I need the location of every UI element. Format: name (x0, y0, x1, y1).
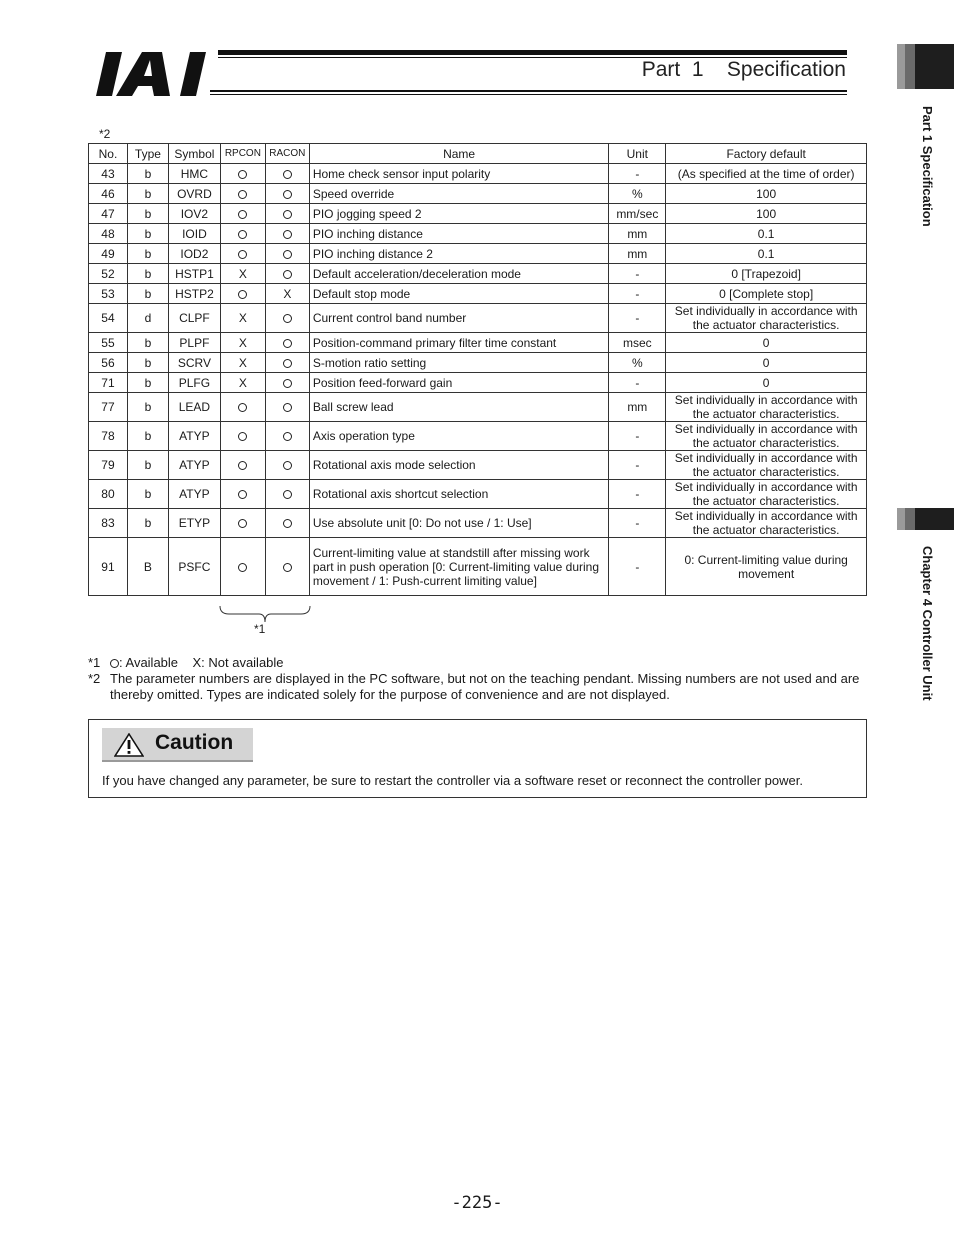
cell-name: Default stop mode (309, 284, 608, 304)
cell-type: b (127, 353, 168, 373)
cell-symbol: SCRV (168, 353, 220, 373)
table-row (89, 538, 867, 596)
table-row (89, 480, 867, 509)
col-header-name: Name (309, 144, 608, 164)
side-tab-chapter (897, 508, 954, 530)
cell-type: b (127, 333, 168, 353)
cell-name: Ball screw lead (309, 393, 608, 422)
cell-default: Set individually in accordance with the actuator characteristics. (666, 480, 867, 509)
caution-header (102, 728, 253, 762)
cell-type: b (127, 422, 168, 451)
cell-symbol: HMC (168, 164, 220, 184)
cell-default: 0.1 (666, 244, 867, 264)
cell-no: 46 (89, 184, 128, 204)
available-circle-icon (283, 519, 292, 528)
cell-rpcon (220, 509, 265, 538)
cell-type: B (127, 538, 168, 596)
cell-unit: mm (609, 244, 666, 264)
cell-no: 43 (89, 164, 128, 184)
cell-symbol: PLPF (168, 333, 220, 353)
brace-label: *1 (254, 622, 266, 636)
cell-symbol: IOID (168, 224, 220, 244)
cell-no: 77 (89, 393, 128, 422)
cell-racon (265, 393, 309, 422)
cell-name: Home check sensor input polarity (309, 164, 608, 184)
warning-triangle-icon (114, 733, 144, 757)
available-circle-icon (238, 210, 247, 219)
cell-type: b (127, 373, 168, 393)
caution-box (88, 719, 867, 798)
footnote-1-text: : Available X: Not available (119, 655, 284, 670)
available-circle-icon (283, 230, 292, 239)
cell-default: 0 [Trapezoid] (666, 264, 867, 284)
available-circle-icon (283, 339, 292, 348)
available-circle-icon (238, 461, 247, 470)
cell-type: b (127, 164, 168, 184)
cell-name: PIO inching distance 2 (309, 244, 608, 264)
col-header-symbol: Symbol (168, 144, 220, 164)
table-row (89, 284, 867, 304)
cell-no: 55 (89, 333, 128, 353)
cell-symbol: LEAD (168, 393, 220, 422)
side-tab-part-label: Part 1 Specification (920, 106, 935, 227)
cell-no: 83 (89, 509, 128, 538)
cell-rpcon (220, 164, 265, 184)
cell-unit: - (609, 164, 666, 184)
cell-symbol: HSTP1 (168, 264, 220, 284)
cell-rpcon (220, 422, 265, 451)
cell-rpcon (220, 451, 265, 480)
cell-symbol: IOD2 (168, 244, 220, 264)
cell-default: 0 (666, 333, 867, 353)
table-note-marker: *2 (99, 127, 111, 141)
cell-rpcon (220, 480, 265, 509)
cell-name: Speed override (309, 184, 608, 204)
cell-rpcon (220, 224, 265, 244)
cell-unit: - (609, 284, 666, 304)
cell-name: Rotational axis shortcut selection (309, 480, 608, 509)
cell-racon (265, 164, 309, 184)
available-circle-icon (283, 461, 292, 470)
cell-default: 0.1 (666, 224, 867, 244)
footnote-1-key: *1 (88, 655, 101, 670)
cell-no: 56 (89, 353, 128, 373)
cell-type: b (127, 244, 168, 264)
cell-racon (265, 204, 309, 224)
cell-default: 0 (666, 353, 867, 373)
cell-racon (265, 353, 309, 373)
available-circle-icon (238, 290, 247, 299)
header-rule-bottom-thin (210, 94, 847, 95)
cell-unit: - (609, 480, 666, 509)
cell-racon (265, 333, 309, 353)
cell-default: 0: Current-limiting value during movement (666, 538, 867, 596)
col-header-rpcon: RPCON (220, 144, 265, 164)
cell-rpcon: X (220, 353, 265, 373)
cell-type: b (127, 509, 168, 538)
available-circle-icon (283, 563, 292, 572)
available-circle-icon (238, 190, 247, 199)
cell-name: Axis operation type (309, 422, 608, 451)
page-number: -225- (451, 1193, 503, 1213)
cell-default: (As specified at the time of order) (666, 164, 867, 184)
cell-rpcon: X (220, 304, 265, 333)
cell-no: 48 (89, 224, 128, 244)
cell-type: b (127, 451, 168, 480)
parameter-table (88, 143, 867, 596)
footnote-2 (88, 671, 868, 705)
cell-unit: - (609, 509, 666, 538)
col-header-no: No. (89, 144, 128, 164)
cell-no: 91 (89, 538, 128, 596)
table-row (89, 184, 867, 204)
footnote-1 (88, 655, 868, 671)
cell-symbol: ATYP (168, 480, 220, 509)
available-circle-icon (238, 490, 247, 499)
side-tab-part (897, 44, 954, 89)
cell-rpcon: X (220, 333, 265, 353)
table-row (89, 244, 867, 264)
cell-no: 47 (89, 204, 128, 224)
available-circle-icon (283, 190, 292, 199)
available-circle-icon (283, 359, 292, 368)
cell-no: 49 (89, 244, 128, 264)
cell-type: b (127, 284, 168, 304)
footnote-2-text: The parameter numbers are displayed in the PC software, but not on the teaching pendant. Missing numbers are not used and are thereby omitted. Types are indicated solely for the purpose of convenience and are not displayed. (110, 671, 860, 702)
cell-name: PIO inching distance (309, 224, 608, 244)
cell-rpcon (220, 244, 265, 264)
cell-default: Set individually in accordance with the actuator characteristics. (666, 509, 867, 538)
available-circle-icon (238, 432, 247, 441)
cell-type: b (127, 224, 168, 244)
col-header-default: Factory default (666, 144, 867, 164)
cell-unit: mm (609, 393, 666, 422)
cell-default: 0 (666, 373, 867, 393)
table-row (89, 373, 867, 393)
cell-type: b (127, 184, 168, 204)
cell-name: Use absolute unit [0: Do not use / 1: Use] (309, 509, 608, 538)
cell-unit: - (609, 422, 666, 451)
cell-default: Set individually in accordance with the actuator characteristics. (666, 393, 867, 422)
available-circle-icon (238, 250, 247, 259)
cell-unit: % (609, 184, 666, 204)
cell-racon (265, 184, 309, 204)
caution-text: If you have changed any parameter, be sure to restart the controller via a software reset or reconnect the controller power. (102, 773, 803, 788)
cell-unit: msec (609, 333, 666, 353)
header-rule-bottom (210, 90, 847, 92)
cell-name: Position-command primary filter time constant (309, 333, 608, 353)
table-header-row (89, 144, 867, 164)
cell-rpcon (220, 538, 265, 596)
available-circle-icon (283, 170, 292, 179)
cell-unit: mm/sec (609, 204, 666, 224)
cell-name: Rotational axis mode selection (309, 451, 608, 480)
cell-symbol: ATYP (168, 422, 220, 451)
cell-name: Current control band number (309, 304, 608, 333)
table-row (89, 204, 867, 224)
cell-unit: - (609, 538, 666, 596)
page-title: Part 1 Specification (641, 58, 846, 81)
available-circle-icon (238, 230, 247, 239)
table-row (89, 304, 867, 333)
cell-unit: - (609, 373, 666, 393)
cell-name: Position feed-forward gain (309, 373, 608, 393)
cell-unit: % (609, 353, 666, 373)
cell-unit: - (609, 264, 666, 284)
cell-default: 100 (666, 184, 867, 204)
cell-no: 52 (89, 264, 128, 284)
cell-rpcon: X (220, 373, 265, 393)
cell-rpcon (220, 393, 265, 422)
cell-default: Set individually in accordance with the actuator characteristics. (666, 304, 867, 333)
cell-racon (265, 244, 309, 264)
cell-racon (265, 451, 309, 480)
cell-no: 78 (89, 422, 128, 451)
cell-racon (265, 538, 309, 596)
table-row (89, 422, 867, 451)
available-circle-icon (283, 379, 292, 388)
cell-type: b (127, 393, 168, 422)
available-circle-icon (283, 250, 292, 259)
cell-racon (265, 224, 309, 244)
caution-title: Caution (155, 731, 234, 754)
cell-no: 71 (89, 373, 128, 393)
cell-default: Set individually in accordance with the actuator characteristics. (666, 451, 867, 480)
iai-logo (96, 52, 214, 96)
table-row (89, 509, 867, 538)
cell-racon (265, 373, 309, 393)
cell-rpcon: X (220, 264, 265, 284)
cell-default: Set individually in accordance with the actuator characteristics. (666, 422, 867, 451)
available-circle-icon (238, 170, 247, 179)
cell-name: Default acceleration/deceleration mode (309, 264, 608, 284)
cell-unit: mm (609, 224, 666, 244)
cell-no: 79 (89, 451, 128, 480)
cell-unit: - (609, 451, 666, 480)
table-row (89, 451, 867, 480)
side-tab-chapter-label: Chapter 4 Controller Unit (920, 546, 935, 701)
cell-symbol: OVRD (168, 184, 220, 204)
available-circle-icon (283, 270, 292, 279)
table-row (89, 264, 867, 284)
cell-unit: - (609, 304, 666, 333)
cell-racon (265, 422, 309, 451)
table-row (89, 353, 867, 373)
available-circle-icon (283, 314, 292, 323)
cell-name: PIO jogging speed 2 (309, 204, 608, 224)
col-header-type: Type (127, 144, 168, 164)
available-circle-icon (238, 519, 247, 528)
col-header-unit: Unit (609, 144, 666, 164)
table-row (89, 393, 867, 422)
cell-symbol: CLPF (168, 304, 220, 333)
table-row (89, 164, 867, 184)
cell-type: b (127, 264, 168, 284)
footnote-1-text-wrap (110, 655, 870, 671)
available-circle-icon (283, 403, 292, 412)
available-circle-icon (283, 210, 292, 219)
available-circle-icon (238, 563, 247, 572)
cell-type: d (127, 304, 168, 333)
cell-symbol: PSFC (168, 538, 220, 596)
cell-symbol: HSTP2 (168, 284, 220, 304)
cell-racon (265, 480, 309, 509)
cell-symbol: ATYP (168, 451, 220, 480)
cell-name: Current-limiting value at standstill after missing work part in push operation [0: Current-limiting value during movement / 1: Push-current limiting value] (309, 538, 608, 596)
available-circle-icon (110, 659, 119, 668)
cell-default: 100 (666, 204, 867, 224)
cell-no: 54 (89, 304, 128, 333)
cell-symbol: ETYP (168, 509, 220, 538)
cell-default: 0 [Complete stop] (666, 284, 867, 304)
cell-type: b (127, 480, 168, 509)
cell-no: 53 (89, 284, 128, 304)
cell-racon: X (265, 284, 309, 304)
available-circle-icon (238, 403, 247, 412)
available-circle-icon (283, 490, 292, 499)
table-row (89, 224, 867, 244)
cell-rpcon (220, 184, 265, 204)
cell-rpcon (220, 284, 265, 304)
table-row (89, 333, 867, 353)
footnote-2-key: *2 (88, 671, 101, 686)
header-rule-top (218, 50, 847, 55)
col-header-racon: RACON (265, 144, 309, 164)
cell-type: b (127, 204, 168, 224)
cell-rpcon (220, 204, 265, 224)
cell-symbol: PLFG (168, 373, 220, 393)
available-circle-icon (283, 432, 292, 441)
cell-racon (265, 304, 309, 333)
cell-racon (265, 509, 309, 538)
cell-symbol: IOV2 (168, 204, 220, 224)
cell-no: 80 (89, 480, 128, 509)
cell-racon (265, 264, 309, 284)
cell-name: S-motion ratio setting (309, 353, 608, 373)
